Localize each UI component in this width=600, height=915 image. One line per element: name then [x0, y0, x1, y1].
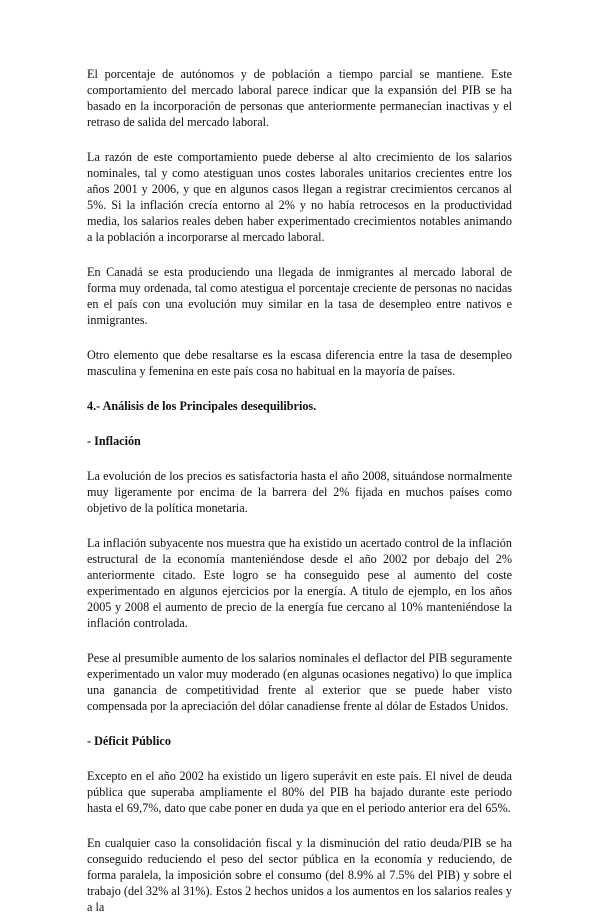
intro-paragraph-2: La razón de este comportamiento puede deberse al alto crecimiento de los salarios nominales, tal y como atestiguan unos costes laborales unitarios crecientes entre los años 2001 y 2006, y que en algunos casos llegan a registrar crecimientos cercanos al 5%. Si la inflación crecía entorno al 2% y no había retrocesos en la productividad media, los salarios reales deben haber experimentado crecimientos notables animando a la población a incorporarse al mercado laboral.	[87, 150, 512, 244]
deficit-heading: - Déficit Público	[87, 734, 171, 748]
inflacion-heading: - Inflación	[87, 434, 141, 448]
inflacion-paragraph-3: Pese al presumible aumento de los salarios nominales el deflactor del PIB seguramente experimentado un valor muy moderado (en algunas ocasiones negativo) lo que implica una ganancia de competitividad frente al exterior que se puede haber visto compensada por la apreciación del dólar canadiense frente al dólar de Estados Unidos.	[87, 651, 512, 713]
intro-paragraph-4: Otro elemento que debe resaltarse es la escasa diferencia entre la tasa de desempleo masculina y femenina en este país cosa no habitual en la mayoría de países.	[87, 348, 512, 378]
inflacion-paragraph-2: La inflación subyacente nos muestra que ha existido un acertado control de la inflación estructural de la economía manteniéndose desde el año 2002 por debajo del 2% anteriormente citado. Este logro se ha conseguido pese al aumento del coste experimentado en algunos ejercicios por la energía. A titulo de ejemplo, en los años 2005 y 2008 el aumento de precio de la energía fue cercano al 10% manteniéndose la inflación controlada.	[87, 536, 512, 630]
deficit-paragraph-2: En cualquier caso la consolidación fiscal y la disminución del ratio deuda/PIB se ha conseguido reduciendo el peso del sector pública en la economía y reduciendo, de forma paralela, la imposición sobre el consumo (del 8.9% al 7.5% del PIB) y sobre el trabajo (del 32% al 31%). Estos 2 hechos unidos a los aumentos en los salarios reales y a la	[87, 836, 512, 914]
inflacion-paragraph-1: La evolución de los precios es satisfactoria hasta el año 2008, situándose normalmente muy ligeramente por encima de la barrera del 2% fijada en muchos países como objetivo de la política monetaria.	[87, 469, 512, 515]
section-heading: 4.- Análisis de los Principales desequilibrios.	[87, 399, 317, 413]
intro-paragraph-1: El porcentaje de autónomos y de población a tiempo parcial se mantiene. Este comportamiento del mercado laboral parece indicar que la expansión del PIB se ha basado en la incorporación de personas que anteriormente permanecían inactivas y el retraso de salida del mercado laboral.	[87, 67, 512, 129]
intro-paragraph-3: En Canadá se esta produciendo una llegada de inmigrantes al mercado laboral de forma muy ordenada, tal como atestigua el porcentaje creciente de personas no nacidas en el país con una evolución muy similar en la tasa de desempleo entre nativos e inmigrantes.	[87, 265, 512, 327]
deficit-paragraph-1: Excepto en el año 2002 ha existido un ligero superávit en este país. El nivel de deuda pública que superaba ampliamente el 80% del PIB ha bajado durante este periodo hasta el 69,7%, dato que cabe poner en duda ya que en el periodo anterior era del 65%.	[87, 769, 512, 815]
